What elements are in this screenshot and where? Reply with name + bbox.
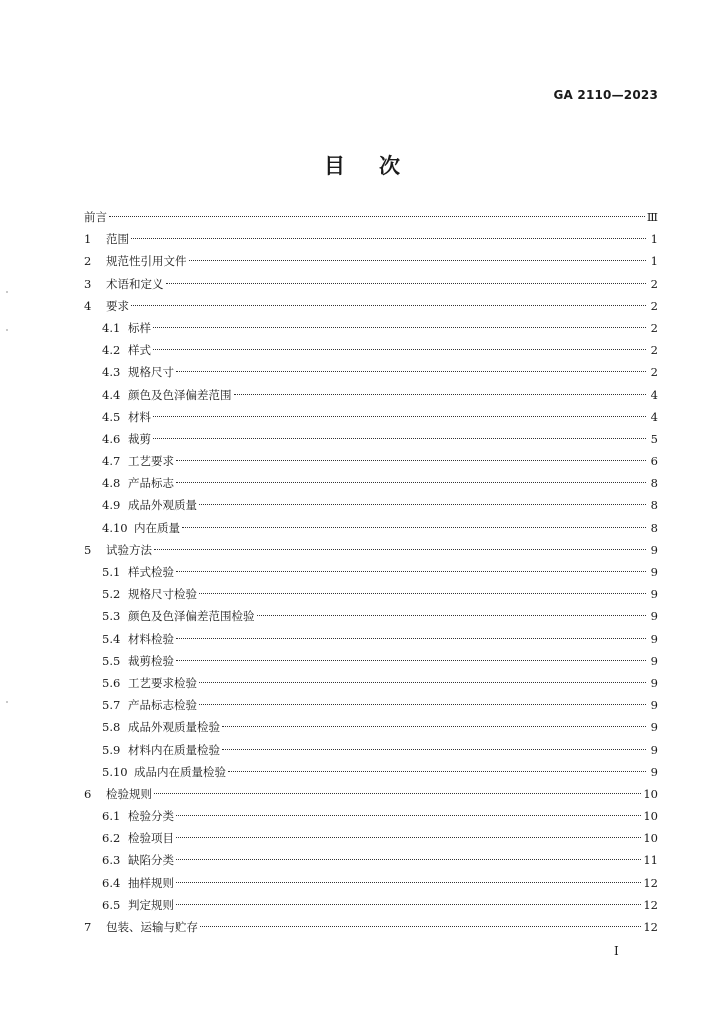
toc-entry-page: 2 bbox=[650, 276, 658, 291]
toc-entry-title: 工艺要求 bbox=[128, 454, 174, 469]
toc-dot-leader bbox=[153, 349, 646, 350]
toc-entry[interactable] bbox=[84, 450, 658, 472]
toc-entry-page: 10 bbox=[643, 809, 658, 824]
toc-entry-title: 成品外观质量检验 bbox=[128, 720, 220, 735]
toc-dot-leader bbox=[153, 327, 646, 328]
toc-entry-number: 5.9 bbox=[102, 742, 121, 757]
toc-entry-title: 样式检验 bbox=[128, 565, 174, 579]
scan-speck bbox=[6, 701, 8, 703]
toc-entry-page: 4 bbox=[650, 409, 658, 424]
toc-entry-title: 产品标志 bbox=[128, 476, 174, 491]
toc-entry[interactable] bbox=[84, 228, 658, 250]
toc-entry-title: 前言 bbox=[84, 210, 107, 224]
toc-entry[interactable] bbox=[84, 916, 658, 938]
toc-entry-title: 要求 bbox=[106, 298, 129, 313]
toc-entry-page: 10 bbox=[643, 786, 658, 801]
toc-entry-title: 检验规则 bbox=[106, 786, 152, 801]
toc-entry-number: 5.1 bbox=[102, 565, 121, 579]
toc-entry[interactable] bbox=[84, 894, 658, 916]
toc-dot-leader bbox=[199, 704, 646, 705]
toc-entry-title: 成品内在质量检验 bbox=[134, 764, 226, 779]
toc-dot-leader bbox=[200, 926, 641, 927]
toc-entry-page: 9 bbox=[650, 742, 658, 757]
toc-entry-page: 1 bbox=[650, 232, 658, 247]
toc-entry-title: 材料检验 bbox=[128, 631, 174, 646]
toc-entry[interactable] bbox=[84, 406, 658, 428]
toc-entry-page: 8 bbox=[650, 476, 658, 491]
toc-entry[interactable] bbox=[84, 428, 658, 450]
toc-entry-number: 4.10 bbox=[102, 520, 128, 535]
toc-dot-leader bbox=[166, 283, 647, 284]
toc-entry-number: 5 bbox=[84, 542, 92, 557]
toc-entry-title: 标样 bbox=[128, 320, 151, 335]
toc-entry[interactable] bbox=[84, 295, 658, 317]
toc-dot-leader bbox=[176, 815, 641, 816]
toc-entry-title: 规格尺寸检验 bbox=[128, 587, 197, 602]
toc-entry-number: 4.3 bbox=[102, 365, 121, 380]
page-title bbox=[0, 150, 724, 180]
toc-entry-page: 9 bbox=[650, 698, 658, 713]
toc-dot-leader bbox=[199, 682, 646, 683]
toc-entry[interactable] bbox=[84, 561, 658, 583]
scan-speck bbox=[6, 291, 8, 293]
toc-entry-page: 2 bbox=[650, 298, 658, 313]
toc-dot-leader bbox=[153, 416, 646, 417]
toc-entry-number: 5.4 bbox=[102, 631, 121, 646]
toc-entry-title: 颜色及色泽偏差范围检验 bbox=[128, 609, 255, 624]
toc-entry-title: 成品外观质量 bbox=[128, 498, 197, 513]
toc-entry[interactable] bbox=[84, 739, 658, 761]
toc-dot-leader bbox=[176, 460, 646, 461]
toc-entry-number: 4.6 bbox=[102, 431, 121, 446]
toc-entry-number: 2 bbox=[84, 254, 92, 269]
toc-entry[interactable] bbox=[84, 761, 658, 783]
toc-entry-page: 10 bbox=[643, 831, 658, 846]
toc-entry-title: 缺陷分类 bbox=[128, 853, 174, 868]
toc-entry-page: 4 bbox=[650, 387, 658, 402]
toc-entry-number: 6 bbox=[84, 786, 92, 801]
toc-entry-number: 5.8 bbox=[102, 720, 121, 735]
toc-entry-number: 4.4 bbox=[102, 387, 121, 402]
toc-entry-page: 11 bbox=[643, 853, 658, 868]
toc-dot-leader bbox=[257, 615, 647, 616]
toc-dot-leader bbox=[176, 482, 646, 483]
toc-entry[interactable] bbox=[84, 517, 658, 539]
toc-dot-leader bbox=[176, 571, 646, 572]
toc-entry[interactable] bbox=[84, 273, 658, 295]
toc-entry[interactable] bbox=[84, 849, 658, 871]
toc-dot-leader bbox=[176, 638, 646, 639]
toc-entry-number: 6.4 bbox=[102, 875, 121, 890]
toc-entry[interactable] bbox=[84, 494, 658, 516]
toc-entry-page: 9 bbox=[650, 609, 658, 624]
toc-dot-leader bbox=[131, 238, 646, 239]
toc-entry-page: 9 bbox=[650, 542, 658, 557]
toc-entry-page: 9 bbox=[650, 587, 658, 602]
toc-entry-title: 产品标志检验 bbox=[128, 698, 197, 713]
toc-entry-title: 判定规则 bbox=[128, 897, 174, 912]
toc-entry-title: 材料内在质量检验 bbox=[128, 742, 220, 757]
toc-dot-leader bbox=[109, 216, 645, 217]
toc-entry-title: 材料 bbox=[128, 409, 151, 424]
toc-dot-leader bbox=[182, 527, 646, 528]
toc-entry[interactable] bbox=[84, 339, 658, 361]
toc-entry-title: 包装、运输与贮存 bbox=[106, 920, 198, 934]
toc-entry-number: 6.3 bbox=[102, 853, 121, 868]
toc-dot-leader bbox=[234, 394, 647, 395]
toc-entry-number: 1 bbox=[84, 232, 92, 247]
page-title-char-1: 目 bbox=[324, 154, 345, 178]
toc-entry-number: 3 bbox=[84, 276, 92, 291]
toc-entry[interactable] bbox=[84, 672, 658, 694]
toc-dot-leader bbox=[176, 859, 641, 860]
toc-entry[interactable] bbox=[84, 384, 658, 406]
toc-dot-leader bbox=[176, 371, 646, 372]
page-number: Ⅰ bbox=[614, 944, 619, 958]
toc-entry[interactable] bbox=[84, 827, 658, 849]
toc-entry-title: 裁剪检验 bbox=[128, 653, 174, 668]
scan-speck bbox=[6, 329, 8, 331]
toc-dot-leader bbox=[154, 549, 646, 550]
toc-entry-number: 5.5 bbox=[102, 653, 121, 668]
toc-entry-page: 9 bbox=[650, 764, 658, 779]
toc-entry[interactable] bbox=[84, 317, 658, 339]
toc-dot-leader bbox=[154, 793, 641, 794]
toc-entry-title: 试验方法 bbox=[106, 542, 152, 557]
toc-entry-number: 6.1 bbox=[102, 809, 121, 824]
toc-entry-number: 6.5 bbox=[102, 897, 121, 912]
toc-entry-number: 4 bbox=[84, 298, 92, 313]
toc-entry[interactable] bbox=[84, 361, 658, 383]
toc-entry-page: 9 bbox=[650, 631, 658, 646]
toc-entry-number: 7 bbox=[84, 920, 92, 934]
toc-entry-page: 9 bbox=[650, 565, 658, 579]
toc-entry-title: 抽样规则 bbox=[128, 875, 174, 890]
toc-entry-page: 6 bbox=[650, 454, 658, 469]
toc-entry-number: 6.2 bbox=[102, 831, 121, 846]
toc-entry[interactable] bbox=[84, 650, 658, 672]
toc-entry[interactable] bbox=[84, 694, 658, 716]
toc-entry[interactable] bbox=[84, 872, 658, 894]
toc-entry-page: 12 bbox=[643, 875, 658, 890]
toc-entry[interactable] bbox=[84, 716, 658, 738]
toc-entry-number: 4.2 bbox=[102, 343, 121, 358]
toc-dot-leader bbox=[176, 660, 646, 661]
toc-entry-title: 颜色及色泽偏差范围 bbox=[128, 387, 232, 402]
toc-entry-number: 4.5 bbox=[102, 409, 121, 424]
toc-entry-page: 1 bbox=[650, 254, 658, 269]
toc-entry-page: 12 bbox=[643, 920, 658, 934]
toc-entry-title: 样式 bbox=[128, 343, 151, 358]
toc-dot-leader bbox=[176, 837, 641, 838]
toc-entry-number: 4.1 bbox=[102, 320, 121, 335]
toc-entry-number: 4.7 bbox=[102, 454, 121, 469]
toc-entry[interactable] bbox=[84, 206, 658, 228]
toc-dot-leader bbox=[199, 504, 646, 505]
toc-entry-page: 9 bbox=[650, 653, 658, 668]
toc-entry-page: 8 bbox=[650, 520, 658, 535]
toc-entry-page: 2 bbox=[650, 365, 658, 380]
table-of-contents bbox=[84, 206, 658, 938]
toc-entry-page: 2 bbox=[650, 320, 658, 335]
toc-entry-number: 5.10 bbox=[102, 764, 128, 779]
toc-dot-leader bbox=[228, 771, 646, 772]
toc-entry[interactable] bbox=[84, 472, 658, 494]
toc-entry-title: 检验项目 bbox=[128, 831, 174, 846]
toc-dot-leader bbox=[176, 904, 641, 905]
toc-entry[interactable] bbox=[84, 250, 658, 272]
toc-entry-page: 5 bbox=[650, 431, 658, 446]
toc-dot-leader bbox=[131, 305, 646, 306]
toc-dot-leader bbox=[222, 749, 646, 750]
toc-entry[interactable] bbox=[84, 805, 658, 827]
toc-entry-title: 工艺要求检验 bbox=[128, 675, 197, 690]
toc-entry-page: 9 bbox=[650, 720, 658, 735]
toc-entry-title: 术语和定义 bbox=[106, 276, 164, 291]
page-title-char-2: 次 bbox=[379, 154, 400, 178]
toc-entry-title: 规范性引用文件 bbox=[106, 254, 187, 269]
toc-entry-page: 2 bbox=[650, 343, 658, 358]
toc-entry[interactable] bbox=[84, 628, 658, 650]
toc-entry-number: 5.7 bbox=[102, 698, 121, 713]
toc-entry-page: 12 bbox=[643, 897, 658, 912]
toc-entry-number: 5.6 bbox=[102, 675, 121, 690]
toc-entry-title: 检验分类 bbox=[128, 809, 174, 824]
toc-dot-leader bbox=[199, 593, 646, 594]
toc-entry[interactable] bbox=[84, 539, 658, 561]
standard-code: GA 2110—2023 bbox=[553, 88, 658, 102]
toc-entry-title: 内在质量 bbox=[134, 520, 180, 535]
toc-dot-leader bbox=[222, 726, 646, 727]
toc-entry-page: 8 bbox=[650, 498, 658, 513]
toc-entry[interactable] bbox=[84, 605, 658, 627]
toc-entry-number: 4.8 bbox=[102, 476, 121, 491]
toc-dot-leader bbox=[176, 882, 641, 883]
toc-entry[interactable] bbox=[84, 583, 658, 605]
toc-entry-title: 范围 bbox=[106, 232, 129, 247]
toc-entry[interactable] bbox=[84, 783, 658, 805]
toc-entry-title: 规格尺寸 bbox=[128, 365, 174, 380]
toc-entry-title: 裁剪 bbox=[128, 431, 151, 446]
toc-entry-page: Ⅲ bbox=[646, 210, 658, 224]
toc-entry-number: 5.3 bbox=[102, 609, 121, 624]
toc-dot-leader bbox=[189, 260, 647, 261]
toc-dot-leader bbox=[153, 438, 646, 439]
toc-entry-number: 5.2 bbox=[102, 587, 121, 602]
toc-entry-number: 4.9 bbox=[102, 498, 121, 513]
toc-entry-page: 9 bbox=[650, 675, 658, 690]
